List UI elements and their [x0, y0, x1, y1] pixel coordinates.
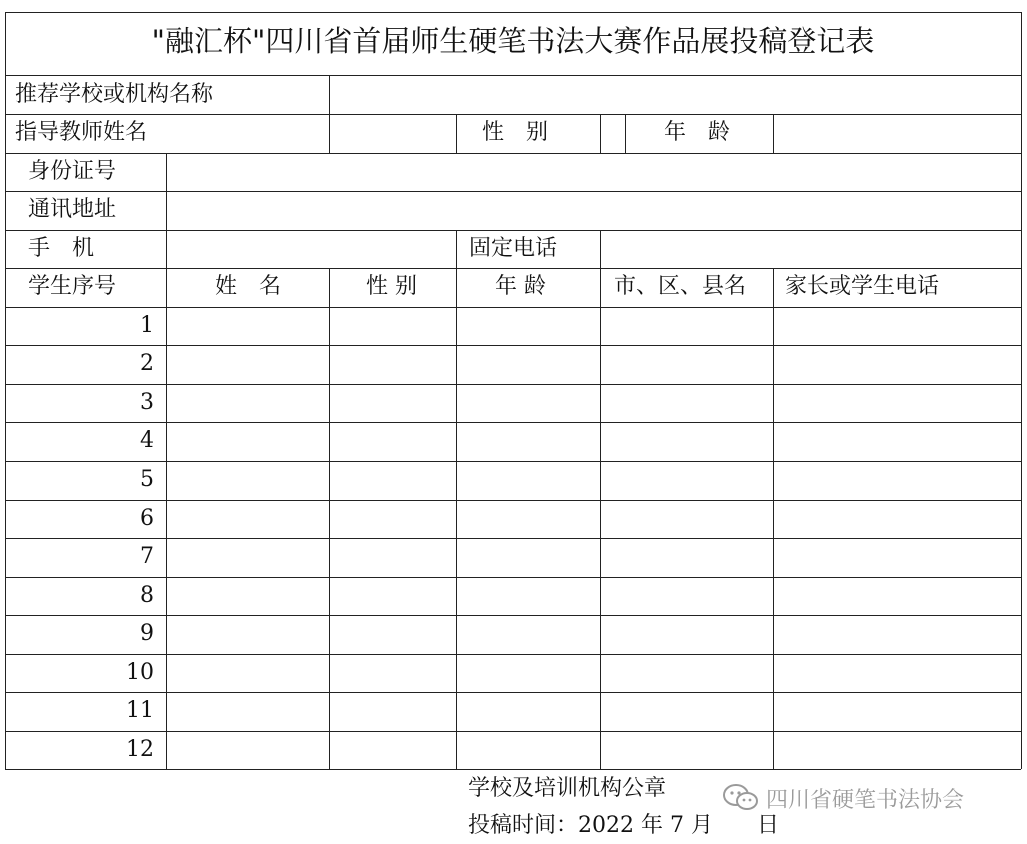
teacher-age-label: 年 龄	[664, 120, 731, 145]
grid-hline	[5, 731, 1021, 732]
mobile-field[interactable]	[167, 230, 455, 268]
id-field[interactable]	[167, 153, 1020, 191]
grid-hline	[5, 615, 1021, 616]
grid-hline	[5, 500, 1021, 501]
teacher-age-field[interactable]	[774, 114, 1020, 152]
watermark-text: 四川省硬笔书法协会	[766, 787, 965, 813]
grid-hline	[5, 345, 1021, 346]
row-number-6: 6	[140, 506, 154, 531]
row-number-3: 3	[140, 390, 154, 415]
seal-label: 学校及培训机构公章	[468, 776, 667, 801]
row-number-10: 10	[126, 660, 154, 685]
grid-hline	[5, 230, 1021, 231]
grid-hline	[5, 75, 1021, 76]
row-number-1: 1	[140, 313, 154, 338]
grid-vline	[5, 12, 6, 769]
row-number-12: 12	[126, 737, 154, 762]
grid-vline	[600, 230, 601, 268]
header-name: 姓 名	[215, 274, 282, 299]
submission-date: 投稿时间：2022 年 7 月 日	[468, 813, 779, 838]
landline-field[interactable]	[601, 230, 1020, 268]
header-district: 市、区、县名	[614, 274, 747, 299]
grid-hline	[5, 384, 1021, 385]
grid-vline	[456, 114, 457, 153]
form-title: "融汇杯"四川省首届师生硬笔书法大赛作品展投稿登记表	[151, 24, 875, 58]
grid-vline	[600, 114, 601, 153]
header-phone: 家长或学生电话	[785, 274, 940, 299]
grid-hline	[5, 461, 1021, 462]
address-label: 通讯地址	[28, 197, 117, 222]
grid-hline	[5, 422, 1021, 423]
teacher-gender-field[interactable]	[601, 114, 625, 152]
row-number-5: 5	[140, 467, 154, 492]
grid-hline	[5, 692, 1021, 693]
grid-vline	[166, 153, 167, 769]
row-number-11: 11	[126, 698, 154, 723]
grid-vline	[773, 114, 774, 153]
grid-hline	[5, 538, 1021, 539]
mobile-label: 手 机	[28, 236, 95, 261]
grid-hline	[5, 307, 1021, 308]
grid-vline	[456, 230, 457, 268]
school-label: 推荐学校或机构名称	[15, 82, 214, 107]
grid-hline	[5, 268, 1021, 269]
grid-vline	[625, 114, 626, 153]
grid-hline	[5, 769, 1021, 770]
watermark	[722, 778, 964, 818]
teacher-gender-label: 性 别	[482, 120, 549, 145]
grid-hline	[5, 191, 1021, 192]
header-age: 年 龄	[495, 274, 546, 299]
grid-vline	[456, 268, 457, 769]
row-number-7: 7	[140, 544, 154, 569]
grid-hline	[5, 153, 1021, 154]
grid-vline	[1021, 12, 1022, 769]
grid-vline	[329, 268, 330, 769]
id-label: 身份证号	[28, 159, 117, 184]
wechat-icon	[722, 783, 760, 813]
grid-hline	[5, 12, 1021, 13]
grid-hline	[5, 577, 1021, 578]
grid-hline	[5, 114, 1021, 115]
landline-label: 固定电话	[469, 236, 558, 261]
row-number-4: 4	[140, 428, 154, 453]
row-number-2: 2	[140, 351, 154, 376]
row-number-9: 9	[140, 621, 154, 646]
grid-vline	[329, 75, 330, 153]
grid-hline	[5, 654, 1021, 655]
header-student-no: 学生序号	[28, 274, 117, 299]
teacher-field[interactable]	[330, 114, 455, 152]
school-field[interactable]	[330, 76, 1020, 114]
grid-vline	[600, 268, 601, 769]
address-field[interactable]	[167, 191, 1020, 229]
grid-vline	[773, 268, 774, 769]
row-number-8: 8	[140, 583, 154, 608]
header-gender: 性 别	[366, 274, 417, 299]
teacher-label: 指导教师姓名	[15, 120, 148, 145]
